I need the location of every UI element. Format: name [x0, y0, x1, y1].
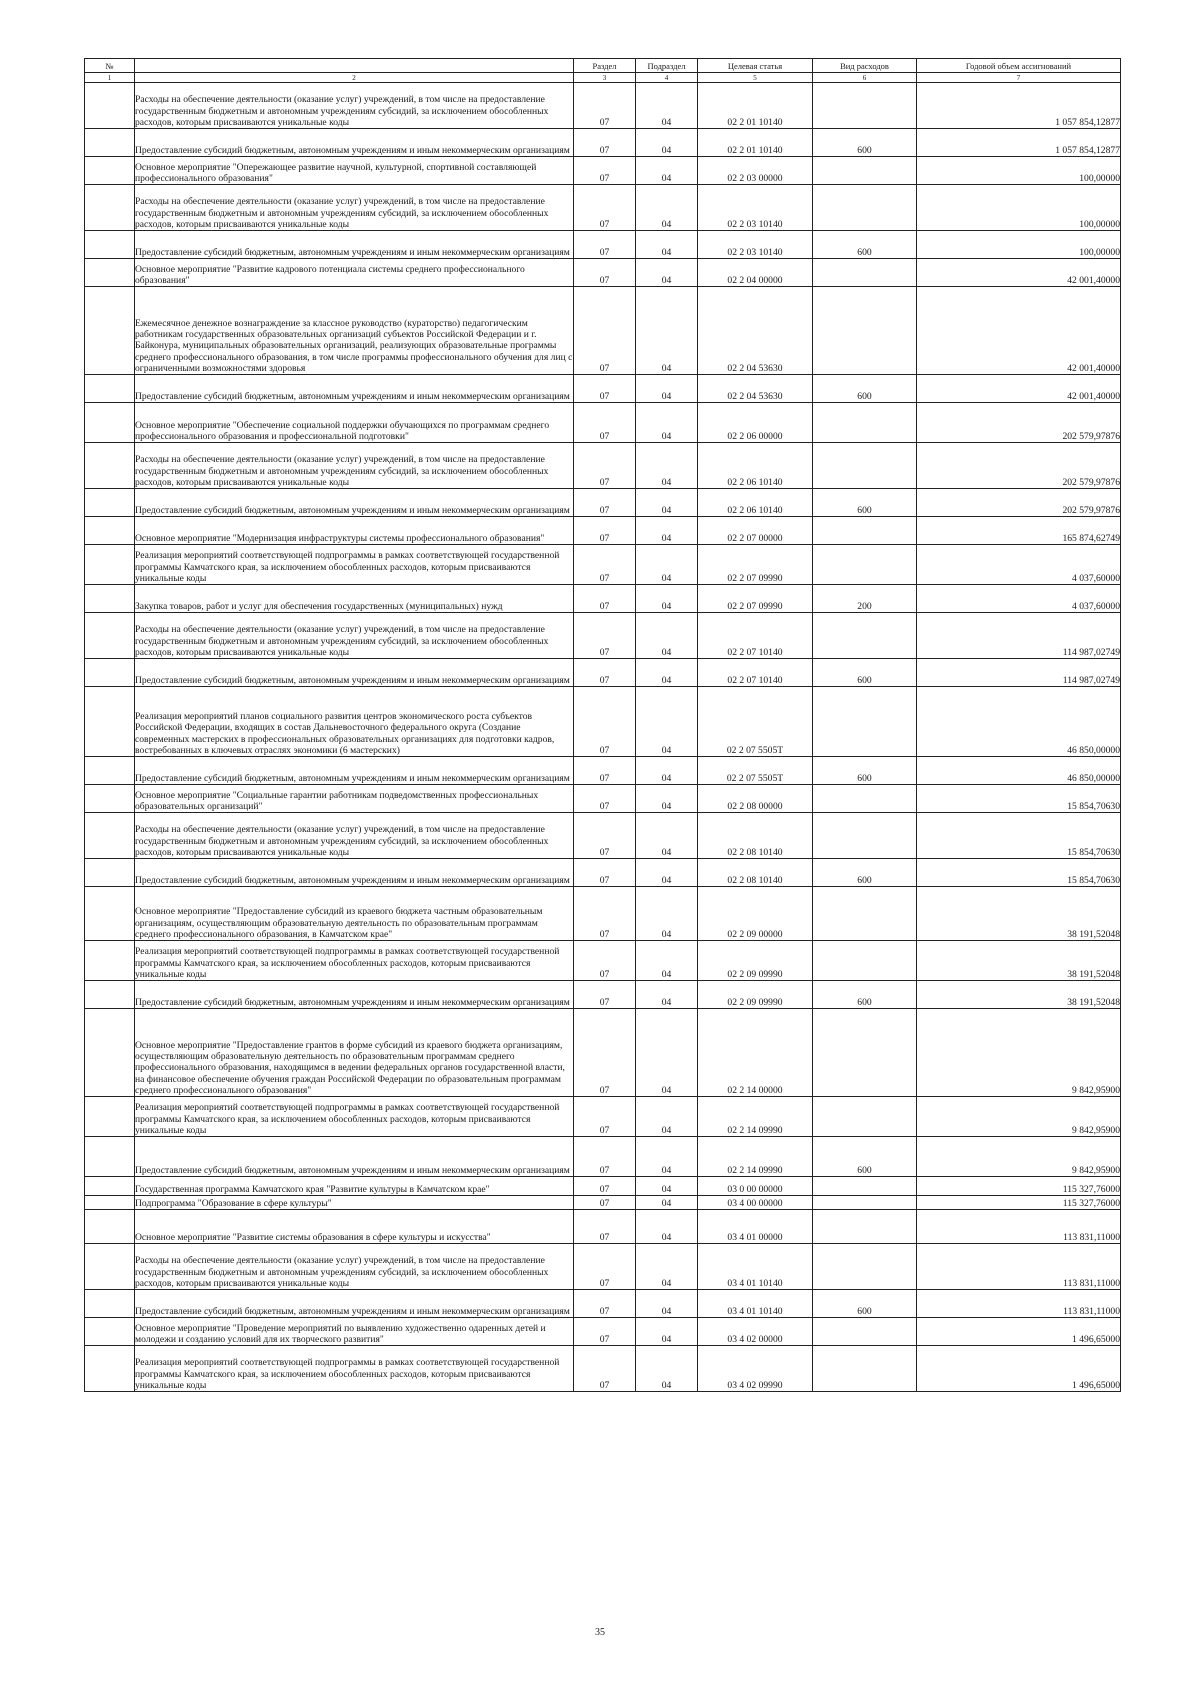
- row-name: Предоставление субсидий бюджетным, автономным учреждениям и иным некоммерческим организациям: [135, 489, 574, 517]
- row-name: Основное мероприятие "Развитие системы образования в сфере культуры и искусства": [135, 1210, 574, 1244]
- row-amount: 42 001,40000: [917, 287, 1121, 375]
- row-expense-type: 600: [813, 375, 917, 403]
- row-podrazdel: 04: [636, 585, 698, 613]
- table-row: [85, 981, 1121, 1009]
- row-podrazdel: 04: [636, 1009, 698, 1097]
- row-number-cell: [85, 1210, 135, 1244]
- row-expense-type: [813, 545, 917, 585]
- row-amount: 100,00000: [917, 185, 1121, 231]
- row-razdel: 07: [574, 231, 636, 259]
- row-razdel: 07: [574, 1009, 636, 1097]
- header-target-article: Целевая статья: [698, 59, 813, 73]
- row-podrazdel: 04: [636, 687, 698, 757]
- table-row: [85, 941, 1121, 981]
- row-podrazdel: 04: [636, 1196, 698, 1210]
- row-expense-type: [813, 1318, 917, 1346]
- table-row: [85, 443, 1121, 489]
- row-name: Предоставление субсидий бюджетным, автономным учреждениям и иным некоммерческим организациям: [135, 231, 574, 259]
- row-number-cell: [85, 1137, 135, 1177]
- row-expense-type: [813, 1210, 917, 1244]
- row-amount: 114 987,02749: [917, 659, 1121, 687]
- row-target-article: 03 4 02 00000: [698, 1318, 813, 1346]
- row-razdel: 07: [574, 1097, 636, 1137]
- table-row: [85, 687, 1121, 757]
- row-target-article: 02 2 06 10140: [698, 489, 813, 517]
- row-podrazdel: 04: [636, 757, 698, 785]
- row-razdel: 07: [574, 443, 636, 489]
- row-expense-type: [813, 1009, 917, 1097]
- row-amount: 100,00000: [917, 157, 1121, 185]
- row-expense-type: [813, 287, 917, 375]
- row-razdel: 07: [574, 129, 636, 157]
- row-razdel: 07: [574, 757, 636, 785]
- row-razdel: 07: [574, 813, 636, 859]
- row-target-article: 03 4 01 10140: [698, 1244, 813, 1290]
- row-target-article: 02 2 09 00000: [698, 887, 813, 941]
- row-number-cell: [85, 259, 135, 287]
- row-number-cell: [85, 1097, 135, 1137]
- row-razdel: 07: [574, 403, 636, 443]
- row-amount: 202 579,97876: [917, 403, 1121, 443]
- row-name: Закупка товаров, работ и услуг для обеспечения государственных (муниципальных) нужд: [135, 585, 574, 613]
- row-expense-type: 600: [813, 1137, 917, 1177]
- table-row: [85, 517, 1121, 545]
- row-expense-type: [813, 403, 917, 443]
- row-number-cell: [85, 613, 135, 659]
- row-podrazdel: 04: [636, 185, 698, 231]
- row-number-cell: [85, 403, 135, 443]
- row-razdel: 07: [574, 1318, 636, 1346]
- row-name: Предоставление субсидий бюджетным, автономным учреждениям и иным некоммерческим организациям: [135, 1290, 574, 1318]
- row-number-cell: [85, 941, 135, 981]
- row-podrazdel: 04: [636, 859, 698, 887]
- row-amount: 1 057 854,12877: [917, 83, 1121, 129]
- row-expense-type: [813, 1244, 917, 1290]
- table-row: [85, 585, 1121, 613]
- row-razdel: 07: [574, 1196, 636, 1210]
- row-name: Реализация мероприятий планов социального развития центров экономического роста субъектов Российской Федерации, входящих в состав Дальневосточного федерального округа (Создание современных мастерских в профессиональных образовательных организациях для подготовки кадров, востребованных в ключевых отраслях экономики (6 мастерских): [135, 687, 574, 757]
- row-name: Расходы на обеспечение деятельности (оказание услуг) учреждений, в том числе на предоставление государственным бюджетным и автономным учреждениям субсидий, за исключением обособленных расходов, которым присваиваются уникальные коды: [135, 83, 574, 129]
- row-amount: 202 579,97876: [917, 443, 1121, 489]
- row-razdel: 07: [574, 887, 636, 941]
- row-number-cell: [85, 231, 135, 259]
- table-row: [85, 287, 1121, 375]
- row-razdel: 07: [574, 659, 636, 687]
- row-podrazdel: 04: [636, 129, 698, 157]
- row-number-cell: [85, 1177, 135, 1196]
- row-expense-type: [813, 813, 917, 859]
- row-razdel: 07: [574, 1177, 636, 1196]
- row-target-article: 02 2 08 00000: [698, 785, 813, 813]
- row-name: Государственная программа Камчатского края "Развитие культуры в Камчатском крае": [135, 1177, 574, 1196]
- header-expense-type: Вид расходов: [813, 59, 917, 73]
- row-amount: 42 001,40000: [917, 259, 1121, 287]
- row-expense-type: 600: [813, 757, 917, 785]
- row-razdel: 07: [574, 785, 636, 813]
- column-number-row: [85, 73, 1121, 83]
- budget-table: [84, 58, 1121, 1392]
- row-razdel: 07: [574, 981, 636, 1009]
- row-number-cell: [85, 981, 135, 1009]
- row-expense-type: [813, 443, 917, 489]
- table-body: [85, 83, 1121, 1392]
- row-name: Предоставление субсидий бюджетным, автономным учреждениям и иным некоммерческим организациям: [135, 659, 574, 687]
- row-amount: 9 842,95900: [917, 1009, 1121, 1097]
- row-podrazdel: 04: [636, 157, 698, 185]
- row-target-article: 02 2 04 53630: [698, 375, 813, 403]
- row-podrazdel: 04: [636, 489, 698, 517]
- row-amount: 38 191,52048: [917, 941, 1121, 981]
- row-podrazdel: 04: [636, 1210, 698, 1244]
- row-razdel: 07: [574, 941, 636, 981]
- row-razdel: 07: [574, 259, 636, 287]
- row-expense-type: [813, 1196, 917, 1210]
- row-target-article: 02 2 06 00000: [698, 403, 813, 443]
- row-podrazdel: 04: [636, 1346, 698, 1392]
- row-name: Реализация мероприятий соответствующей подпрограммы в рамках соответствующей государственной программы Камчатского края, за исключением обособленных расходов, которым присваиваются уникальные коды: [135, 1097, 574, 1137]
- row-podrazdel: 04: [636, 83, 698, 129]
- row-expense-type: 600: [813, 489, 917, 517]
- row-number-cell: [85, 1009, 135, 1097]
- row-number-cell: [85, 859, 135, 887]
- table-row: [85, 375, 1121, 403]
- row-expense-type: [813, 613, 917, 659]
- row-expense-type: [813, 687, 917, 757]
- row-name: Расходы на обеспечение деятельности (оказание услуг) учреждений, в том числе на предоставление государственным бюджетным и автономным учреждениям субсидий, за исключением обособленных расходов, которым присваиваются уникальные коды: [135, 613, 574, 659]
- header-razdel: Раздел: [574, 59, 636, 73]
- row-expense-type: 600: [813, 1290, 917, 1318]
- row-number-cell: [85, 785, 135, 813]
- row-razdel: 07: [574, 185, 636, 231]
- table-row: [85, 545, 1121, 585]
- row-target-article: 02 2 04 53630: [698, 287, 813, 375]
- row-number-cell: [85, 813, 135, 859]
- row-target-article: 02 2 07 10140: [698, 659, 813, 687]
- table-row: [85, 185, 1121, 231]
- row-target-article: 02 2 14 09990: [698, 1137, 813, 1177]
- row-razdel: 07: [574, 1290, 636, 1318]
- row-expense-type: 600: [813, 859, 917, 887]
- row-expense-type: [813, 259, 917, 287]
- header-number: №: [85, 59, 135, 73]
- row-name: Основное мероприятие "Развитие кадрового потенциала системы среднего профессионального образования": [135, 259, 574, 287]
- row-expense-type: [813, 785, 917, 813]
- table-row: [85, 157, 1121, 185]
- row-expense-type: [813, 941, 917, 981]
- row-target-article: 02 2 14 09990: [698, 1097, 813, 1137]
- row-number-cell: [85, 1318, 135, 1346]
- row-name: Ежемесячное денежное вознаграждение за классное руководство (кураторство) педагогическим работникам государственных образовательных организаций субъектов Российской Федерации и г. Байконура, муниципальных образовательных организаций, реализующих образовательные программы среднего профессионального образования, в том числе программы профессионального обучения для лиц с ограниченными возможностями здоровья: [135, 287, 574, 375]
- row-podrazdel: 04: [636, 613, 698, 659]
- row-podrazdel: 04: [636, 813, 698, 859]
- row-target-article: 02 2 07 5505Т: [698, 757, 813, 785]
- row-podrazdel: 04: [636, 1137, 698, 1177]
- row-amount: 42 001,40000: [917, 375, 1121, 403]
- row-razdel: 07: [574, 1210, 636, 1244]
- row-amount: 4 037,60000: [917, 545, 1121, 585]
- table-row: [85, 1196, 1121, 1210]
- row-expense-type: 600: [813, 981, 917, 1009]
- row-number-cell: [85, 585, 135, 613]
- row-target-article: 02 2 01 10140: [698, 129, 813, 157]
- row-number-cell: [85, 1244, 135, 1290]
- row-expense-type: [813, 517, 917, 545]
- row-expense-type: [813, 185, 917, 231]
- row-podrazdel: 04: [636, 1177, 698, 1196]
- column-number: 6: [813, 73, 917, 83]
- row-expense-type: 200: [813, 585, 917, 613]
- row-number-cell: [85, 185, 135, 231]
- row-target-article: 02 2 07 09990: [698, 585, 813, 613]
- row-podrazdel: 04: [636, 1290, 698, 1318]
- row-target-article: 02 2 08 10140: [698, 859, 813, 887]
- row-podrazdel: 04: [636, 941, 698, 981]
- row-number-cell: [85, 659, 135, 687]
- row-podrazdel: 04: [636, 785, 698, 813]
- row-razdel: 07: [574, 1346, 636, 1392]
- column-number: 7: [917, 73, 1121, 83]
- row-number-cell: [85, 1346, 135, 1392]
- row-razdel: 07: [574, 613, 636, 659]
- table-row: [85, 859, 1121, 887]
- row-name: Реализация мероприятий соответствующей подпрограммы в рамках соответствующей государственной программы Камчатского края, за исключением обособленных расходов, которым присваиваются уникальные коды: [135, 941, 574, 981]
- row-target-article: 02 2 07 00000: [698, 517, 813, 545]
- row-amount: 114 987,02749: [917, 613, 1121, 659]
- table-row: [85, 129, 1121, 157]
- row-razdel: 07: [574, 1244, 636, 1290]
- table-row: [85, 887, 1121, 941]
- row-podrazdel: 04: [636, 887, 698, 941]
- row-name: Основное мероприятие "Предоставление грантов в форме субсидий из краевого бюджета организациям, осуществляющим образовательную деятельность по образовательным программам среднего профессионального образования, находящимся в ведении федеральных органов государственной власти, на финансовое обеспечение обучения граждан Российской Федерации по образовательным программам среднего профессионального образования": [135, 1009, 574, 1097]
- row-name: Реализация мероприятий соответствующей подпрограммы в рамках соответствующей государственной программы Камчатского края, за исключением обособленных расходов, которым присваиваются уникальные коды: [135, 1346, 574, 1392]
- row-podrazdel: 04: [636, 443, 698, 489]
- row-number-cell: [85, 545, 135, 585]
- table-row: [85, 1318, 1121, 1346]
- row-razdel: 07: [574, 545, 636, 585]
- row-expense-type: [813, 157, 917, 185]
- header-name: [135, 59, 574, 73]
- row-number-cell: [85, 757, 135, 785]
- row-amount: 15 854,70630: [917, 859, 1121, 887]
- table-row: [85, 1210, 1121, 1244]
- row-amount: 9 842,95900: [917, 1097, 1121, 1137]
- row-expense-type: [813, 1177, 917, 1196]
- row-podrazdel: 04: [636, 1318, 698, 1346]
- row-name: Расходы на обеспечение деятельности (оказание услуг) учреждений, в том числе на предоставление государственным бюджетным и автономным учреждениям субсидий, за исключением обособленных расходов, которым присваиваются уникальные коды: [135, 443, 574, 489]
- row-number-cell: [85, 517, 135, 545]
- row-amount: 46 850,00000: [917, 687, 1121, 757]
- column-number: 4: [636, 73, 698, 83]
- table-row: [85, 1137, 1121, 1177]
- row-target-article: 02 2 09 09990: [698, 981, 813, 1009]
- column-number: 1: [85, 73, 135, 83]
- row-target-article: 03 4 01 00000: [698, 1210, 813, 1244]
- row-podrazdel: 04: [636, 231, 698, 259]
- table-row: [85, 813, 1121, 859]
- table-row: [85, 231, 1121, 259]
- row-amount: 46 850,00000: [917, 757, 1121, 785]
- table-row: [85, 489, 1121, 517]
- row-name: Предоставление субсидий бюджетным, автономным учреждениям и иным некоммерческим организациям: [135, 375, 574, 403]
- row-podrazdel: 04: [636, 403, 698, 443]
- row-podrazdel: 04: [636, 287, 698, 375]
- row-name: Подпрограмма "Образование в сфере культуры": [135, 1196, 574, 1210]
- row-amount: 9 842,95900: [917, 1137, 1121, 1177]
- row-expense-type: [813, 1346, 917, 1392]
- row-amount: 113 831,11000: [917, 1244, 1121, 1290]
- row-target-article: 02 2 07 10140: [698, 613, 813, 659]
- row-razdel: 07: [574, 687, 636, 757]
- row-name: Расходы на обеспечение деятельности (оказание услуг) учреждений, в том числе на предоставление государственным бюджетным и автономным учреждениям субсидий, за исключением обособленных расходов, которым присваиваются уникальные коды: [135, 813, 574, 859]
- row-name: Основное мероприятие "Опережающее развитие научной, культурной, спортивной составляющей профессионального образования": [135, 157, 574, 185]
- row-number-cell: [85, 443, 135, 489]
- row-target-article: 02 2 01 10140: [698, 83, 813, 129]
- row-number-cell: [85, 83, 135, 129]
- row-number-cell: [85, 1196, 135, 1210]
- row-podrazdel: 04: [636, 1097, 698, 1137]
- page-number: 35: [595, 1627, 605, 1638]
- row-expense-type: [813, 887, 917, 941]
- row-number-cell: [85, 129, 135, 157]
- row-number-cell: [85, 157, 135, 185]
- row-amount: 100,00000: [917, 231, 1121, 259]
- row-amount: 113 831,11000: [917, 1210, 1121, 1244]
- row-expense-type: [813, 83, 917, 129]
- row-name: Предоставление субсидий бюджетным, автономным учреждениям и иным некоммерческим организациям: [135, 981, 574, 1009]
- row-razdel: 07: [574, 157, 636, 185]
- row-podrazdel: 04: [636, 659, 698, 687]
- row-name: Реализация мероприятий соответствующей подпрограммы в рамках соответствующей государственной программы Камчатского края, за исключением обособленных расходов, которым присваиваются уникальные коды: [135, 545, 574, 585]
- row-name: Основное мероприятие "Социальные гарантии работникам подведомственных профессиональных образовательных организаций": [135, 785, 574, 813]
- row-amount: 115 327,76000: [917, 1177, 1121, 1196]
- row-amount: 15 854,70630: [917, 813, 1121, 859]
- row-name: Расходы на обеспечение деятельности (оказание услуг) учреждений, в том числе на предоставление государственным бюджетным и автономным учреждениям субсидий, за исключением обособленных расходов, которым присваиваются уникальные коды: [135, 1244, 574, 1290]
- row-amount: 113 831,11000: [917, 1290, 1121, 1318]
- row-podrazdel: 04: [636, 259, 698, 287]
- row-podrazdel: 04: [636, 517, 698, 545]
- row-razdel: 07: [574, 375, 636, 403]
- row-target-article: 03 0 00 00000: [698, 1177, 813, 1196]
- row-podrazdel: 04: [636, 981, 698, 1009]
- row-name: Предоставление субсидий бюджетным, автономным учреждениям и иным некоммерческим организациям: [135, 757, 574, 785]
- row-target-article: 02 2 06 10140: [698, 443, 813, 489]
- row-podrazdel: 04: [636, 545, 698, 585]
- column-number: 3: [574, 73, 636, 83]
- table-row: [85, 1244, 1121, 1290]
- table-header-row: [85, 59, 1121, 73]
- row-expense-type: 600: [813, 659, 917, 687]
- row-target-article: 03 4 02 09990: [698, 1346, 813, 1392]
- row-razdel: 07: [574, 83, 636, 129]
- row-name: Предоставление субсидий бюджетным, автономным учреждениям и иным некоммерческим организациям: [135, 859, 574, 887]
- table-row: [85, 757, 1121, 785]
- row-name: Расходы на обеспечение деятельности (оказание услуг) учреждений, в том числе на предоставление государственным бюджетным и автономным учреждениям субсидий, за исключением обособленных расходов, которым присваиваются уникальные коды: [135, 185, 574, 231]
- table-row: [85, 403, 1121, 443]
- row-amount: 1 496,65000: [917, 1318, 1121, 1346]
- row-target-article: 02 2 03 10140: [698, 185, 813, 231]
- row-target-article: 02 2 08 10140: [698, 813, 813, 859]
- row-number-cell: [85, 887, 135, 941]
- row-amount: 38 191,52048: [917, 981, 1121, 1009]
- row-number-cell: [85, 1290, 135, 1318]
- row-razdel: 07: [574, 585, 636, 613]
- row-number-cell: [85, 375, 135, 403]
- row-target-article: 02 2 07 09990: [698, 545, 813, 585]
- row-target-article: 02 2 14 00000: [698, 1009, 813, 1097]
- row-expense-type: 600: [813, 231, 917, 259]
- row-expense-type: [813, 1097, 917, 1137]
- table-row: [85, 613, 1121, 659]
- table-row: [85, 1346, 1121, 1392]
- row-razdel: 07: [574, 517, 636, 545]
- row-razdel: 07: [574, 287, 636, 375]
- row-razdel: 07: [574, 859, 636, 887]
- row-name: Предоставление субсидий бюджетным, автономным учреждениям и иным некоммерческим организациям: [135, 129, 574, 157]
- row-target-article: 03 4 01 10140: [698, 1290, 813, 1318]
- row-podrazdel: 04: [636, 1244, 698, 1290]
- header-annual-amount: Годовой объем ассигнований: [917, 59, 1121, 73]
- row-target-article: 02 2 07 5505Т: [698, 687, 813, 757]
- row-target-article: 02 2 03 00000: [698, 157, 813, 185]
- row-name: Основное мероприятие "Предоставление субсидий из краевого бюджета частным образовательным организациям, осуществляющим образовательную деятельность по образовательным программам среднего профессионального образования, в Камчатском крае": [135, 887, 574, 941]
- row-amount: 115 327,76000: [917, 1196, 1121, 1210]
- row-target-article: 02 2 03 10140: [698, 231, 813, 259]
- row-amount: 1 496,65000: [917, 1346, 1121, 1392]
- row-number-cell: [85, 489, 135, 517]
- row-name: Основное мероприятие "Проведение мероприятий по выявлению художественно одаренных детей и молодежи и созданию условий для их творческого развития": [135, 1318, 574, 1346]
- row-razdel: 07: [574, 489, 636, 517]
- header-podrazdel: Подраздел: [636, 59, 698, 73]
- row-target-article: 02 2 09 09990: [698, 941, 813, 981]
- table-row: [85, 1177, 1121, 1196]
- row-number-cell: [85, 287, 135, 375]
- table-row: [85, 785, 1121, 813]
- row-amount: 4 037,60000: [917, 585, 1121, 613]
- row-name: Основное мероприятие "Обеспечение социальной поддержки обучающихся по программам среднего профессионального образования и профессиональной подготовки": [135, 403, 574, 443]
- row-expense-type: 600: [813, 129, 917, 157]
- row-amount: 165 874,62749: [917, 517, 1121, 545]
- row-target-article: 03 4 00 00000: [698, 1196, 813, 1210]
- row-name: Основное мероприятие "Модернизация инфраструктуры системы профессионального образования": [135, 517, 574, 545]
- row-amount: 1 057 854,12877: [917, 129, 1121, 157]
- table-row: [85, 659, 1121, 687]
- row-razdel: 07: [574, 1137, 636, 1177]
- row-podrazdel: 04: [636, 375, 698, 403]
- table-row: [85, 1290, 1121, 1318]
- row-name: Предоставление субсидий бюджетным, автономным учреждениям и иным некоммерческим организациям: [135, 1137, 574, 1177]
- table-row: [85, 83, 1121, 129]
- table-row: [85, 1009, 1121, 1097]
- column-number: 5: [698, 73, 813, 83]
- table-row: [85, 1097, 1121, 1137]
- row-number-cell: [85, 687, 135, 757]
- column-number: 2: [135, 73, 574, 83]
- row-amount: 15 854,70630: [917, 785, 1121, 813]
- row-target-article: 02 2 04 00000: [698, 259, 813, 287]
- row-amount: 202 579,97876: [917, 489, 1121, 517]
- row-amount: 38 191,52048: [917, 887, 1121, 941]
- table-row: [85, 259, 1121, 287]
